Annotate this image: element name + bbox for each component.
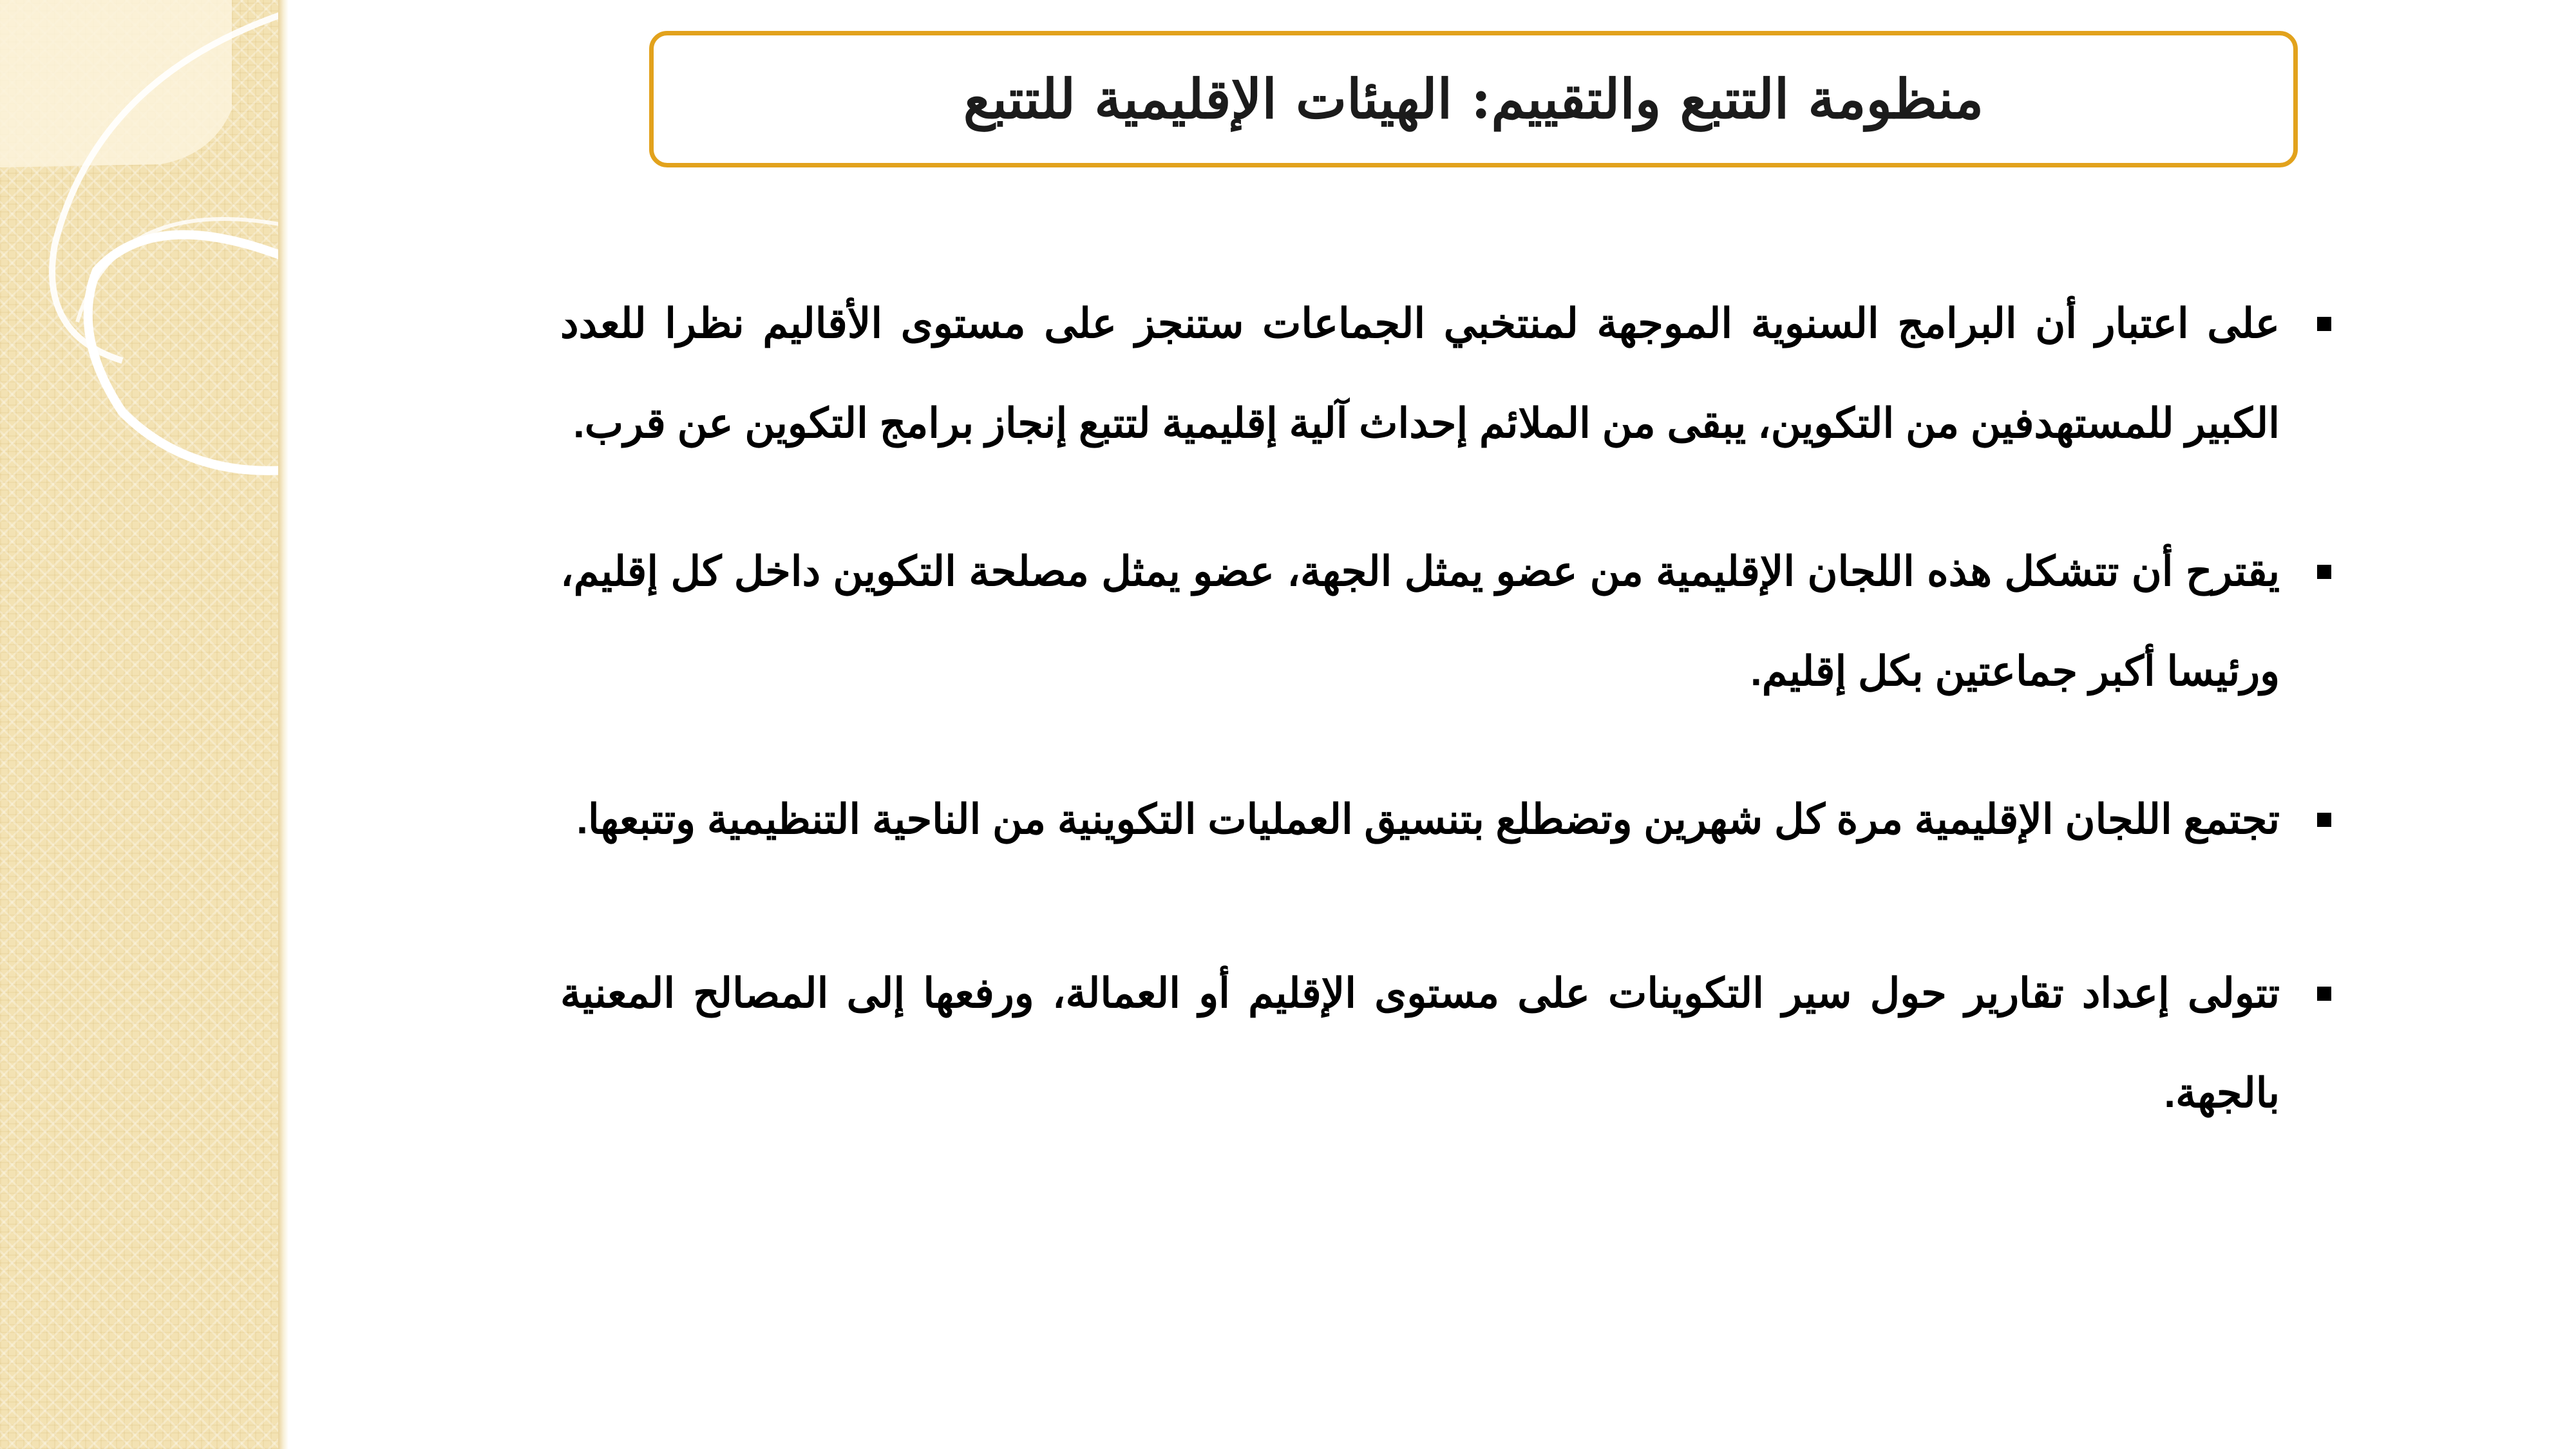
bullet-item (560, 522, 2363, 721)
square-bullet-icon (2317, 565, 2331, 579)
bullet-text: على اعتبار أن البرامج السنوية الموجهة لمنتخبي الجماعات ستنجز على مستوى الأقاليم نظرا للعدد الكبير للمستهدفين من التكوين، يبقى من الملائم إحداث آلية إقليمية لتتبع إنجاز برامج التكوين عن قرب. (560, 300, 2280, 446)
sidebar-edge (278, 0, 289, 1449)
bullet-text: تجتمع اللجان الإقليمية مرة كل شهرين وتضطلع بتنسيق العمليات التكوينية من الناحية التنظيمية وتتبعها. (576, 796, 2280, 842)
sidebar-ring (88, 234, 287, 470)
bullet-text: يقترح أن تتشكل هذه اللجان الإقليمية من عضو يمثل الجهة، عضو يمثل مصلحة التكوين داخل كل إقليم، ورئيسا أكبر جماعتين بكل إقليم. (560, 548, 2280, 694)
bullet-list (560, 274, 2363, 1143)
slide-title: منظومة التتبع والتقييم: الهيئات الإقليمية للتتبع (963, 67, 1984, 131)
decorative-sidebar (0, 0, 287, 1449)
bullet-item (560, 274, 2363, 473)
square-bullet-icon (2317, 813, 2331, 827)
square-bullet-icon (2317, 317, 2331, 331)
square-bullet-icon (2317, 987, 2331, 1001)
bullet-item (560, 943, 2363, 1143)
bullet-item (560, 770, 2363, 869)
title-box (649, 31, 2298, 167)
sidebar-decoration (0, 0, 287, 1449)
sidebar-light-panel (0, 0, 232, 167)
bullet-text: تتولى إعداد تقارير حول سير التكوينات على مستوى الإقليم أو العمالة، ورفعها إلى المصالح المعنية بالجهة. (560, 970, 2280, 1116)
